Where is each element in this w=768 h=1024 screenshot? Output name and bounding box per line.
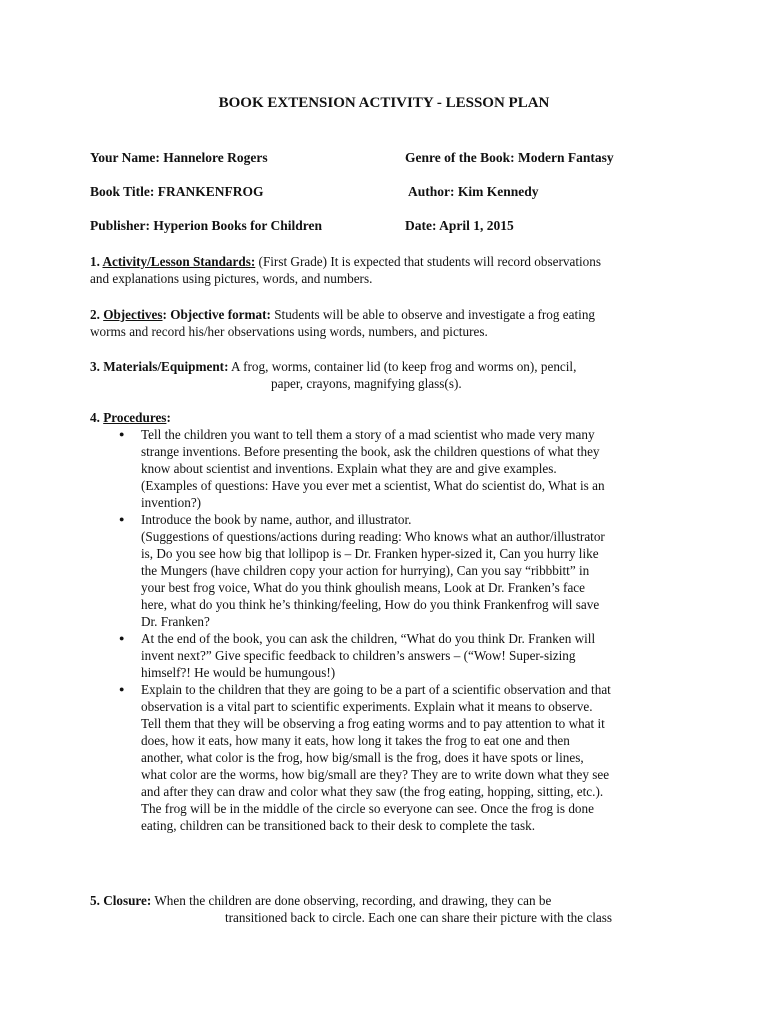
procedure-line: your best frog voice, What do you think ghoulish means, Look at Dr. Franken’s face	[141, 580, 586, 595]
book-title: Book Title: FRANKENFROG	[90, 184, 264, 199]
procedure-line: The frog will be in the middle of the circle so everyone can see. Once the frog is done	[141, 801, 594, 816]
procedure-line: Dr. Franken?	[141, 614, 210, 629]
procedure-line: is, Do you see how big that lollipop is – Dr. Franken hyper-sized it, Can you hurry like	[141, 546, 599, 561]
procedure-line: observation is a vital part to scientific experiments. Explain what it means to observe.	[141, 699, 593, 714]
section-heading-colon: :	[166, 410, 171, 425]
procedure-line: know about scientist and inventions. Explain what they are and give examples.	[141, 461, 557, 476]
section-heading: Activity/Lesson Standards:	[102, 254, 256, 269]
section-text: Students will be able to observe and investigate a frog eating	[270, 307, 596, 322]
procedure-item	[114, 426, 680, 511]
section-procedures	[90, 409, 680, 834]
procedure-line: invent next?” Give specific feedback to children’s answers – (“Wow! Super-sizing	[141, 648, 576, 663]
section-materials	[90, 358, 680, 392]
procedure-line: Tell them that they will be observing a frog eating worms and to pay attention to what it	[141, 716, 605, 731]
section-materials-line1	[90, 358, 680, 375]
procedure-line: the Mungers (have children copy your action for hurrying), Can you say “ribbbitt” in	[141, 563, 590, 578]
procedure-line: what color are the worms, how big/small are they? They are to write down what they see	[141, 767, 610, 782]
section-text: (First Grade) It is expected that students will record observations	[255, 254, 601, 269]
procedure-line: At the end of the book, you can ask the children, “What do you think Dr. Franken will	[141, 631, 596, 646]
section-materials-line2: paper, crayons, magnifying glass(s).	[271, 376, 462, 391]
section-heading: Objectives	[103, 307, 163, 322]
procedure-item	[114, 511, 680, 630]
section-objectives	[90, 306, 680, 340]
objective-format-label: : Objective format:	[162, 307, 271, 322]
section-heading: 5. Closure:	[90, 893, 152, 908]
your-name: Your Name: Hannelore Rogers	[90, 150, 268, 165]
procedure-line: (Suggestions of questions/actions during reading: Who knows what an author/illustrator	[141, 529, 605, 544]
procedure-line: Explain to the children that they are going to be a part of a scientific observation and that	[141, 682, 611, 697]
bullet-icon: ●	[119, 684, 125, 694]
section-heading: 3. Materials/Equipment:	[90, 359, 229, 374]
procedure-line: himself?! He would be humungous!)	[141, 665, 336, 680]
procedure-line: Tell the children you want to tell them a story of a mad scientist who made very many	[141, 427, 595, 442]
section-text: A frog, worms, container lid (to keep frog and worms on), pencil,	[228, 359, 577, 374]
genre: Genre of the Book: Modern Fantasy	[405, 150, 614, 165]
bullet-icon: ●	[119, 633, 125, 643]
section-closure	[90, 892, 680, 926]
procedure-line: (Examples of questions: Have you ever met a scientist, What do scientist do, What is an	[141, 478, 605, 493]
bullet-icon: ●	[119, 514, 125, 524]
section-standards	[90, 253, 680, 287]
section-standards-line2: and explanations using pictures, words, and numbers.	[90, 271, 373, 286]
procedure-line: eating, children can be transitioned back to their desk to complete the task.	[141, 818, 536, 833]
procedures-list	[114, 426, 680, 834]
bullet-icon: ●	[119, 429, 125, 439]
section-number: 2.	[90, 307, 104, 322]
section-text: When the children are done observing, recording, and drawing, they can be	[151, 893, 552, 908]
procedure-line: here, what do you think he’s thinking/feeling, How do you think Frankenfrog will save	[141, 597, 600, 612]
procedure-line: Introduce the book by name, author, and illustrator.	[141, 512, 412, 527]
section-objectives-line1	[90, 306, 680, 323]
section-number: 1.	[90, 254, 103, 269]
section-number: 4.	[90, 410, 104, 425]
procedure-line: does, how it eats, how many it eats, how long it takes the frog to eat one and then	[141, 733, 570, 748]
procedure-line: invention?)	[141, 495, 202, 510]
section-objectives-line2: worms and record his/her observations using words, numbers, and pictures.	[90, 324, 488, 339]
procedure-line: and after they can draw and color what they saw (the frog eating, hopping, sitting, etc.).	[141, 784, 604, 799]
procedure-item	[114, 681, 680, 834]
section-closure-line2: transitioned back to circle. Each one can share their picture with the class	[225, 910, 613, 925]
section-heading: Procedures	[103, 410, 167, 425]
page-title: BOOK EXTENSION ACTIVITY - LESSON PLAN	[218, 95, 550, 111]
section-standards-line1	[90, 253, 680, 270]
date: Date: April 1, 2015	[405, 218, 514, 233]
publisher: Publisher: Hyperion Books for Children	[90, 218, 323, 233]
procedure-line: another, what color is the frog, how big/small is the frog, does it have spots or lines,	[141, 750, 584, 765]
section-closure-line1	[90, 892, 680, 909]
procedure-line: strange inventions. Before presenting the book, ask the children questions of what they	[141, 444, 600, 459]
author: Author: Kim Kennedy	[408, 184, 539, 199]
section-procedures-heading	[90, 409, 680, 426]
procedure-item	[114, 630, 680, 681]
